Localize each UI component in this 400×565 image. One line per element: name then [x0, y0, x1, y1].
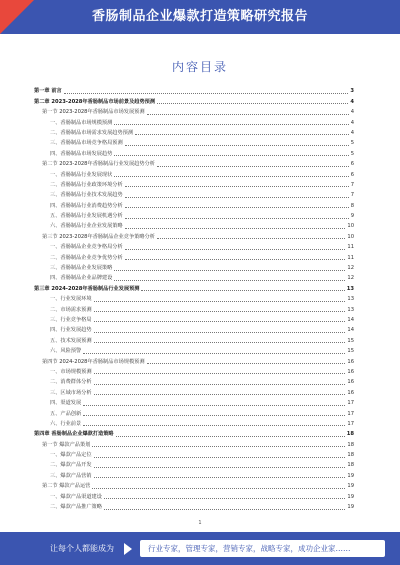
toc-entry[interactable] — [34, 220, 354, 230]
toc-entry-page: 18 — [347, 441, 354, 448]
toc-entry-title: 三、区域市场分析 — [50, 389, 92, 396]
toc-dot-leader — [114, 270, 345, 271]
toc-entry-page: 19 — [347, 504, 354, 511]
toc-dot-leader — [94, 332, 346, 333]
toc-entry-title: 第三节 2023-2028年香肠制品企业竞争策略分析 — [42, 233, 155, 240]
toc-entry[interactable] — [34, 334, 354, 344]
toc-entry-page: 13 — [347, 306, 354, 313]
toc-entry-page: 4 — [350, 119, 354, 126]
toc-entry-page: 14 — [347, 327, 354, 334]
toc-entry-page: 13 — [346, 285, 354, 292]
toc-dot-leader — [157, 166, 349, 167]
toc-entry-page: 12 — [347, 265, 354, 272]
toc-dot-leader — [64, 93, 349, 94]
toc-entry-page: 10 — [347, 233, 354, 240]
toc-entry-title: 第四节 2024-2028年香肠制品市场规模预测 — [42, 358, 145, 365]
toc-title: 内容目录 — [171, 60, 228, 74]
toc-entry[interactable] — [34, 189, 354, 199]
toc-entry[interactable] — [34, 293, 354, 303]
toc-dot-leader — [125, 218, 349, 219]
toc-dot-leader — [125, 207, 349, 208]
toc-dot-leader — [125, 228, 346, 229]
toc-entry-title: 四、香肠制品市场发展趋势 — [50, 150, 113, 157]
toc-entry[interactable] — [34, 345, 354, 355]
toc-entry[interactable] — [34, 366, 354, 376]
toc-dot-leader — [94, 373, 346, 374]
toc-entry-title: 二、消费群体分析 — [50, 379, 92, 386]
toc-entry[interactable] — [34, 272, 354, 282]
toc-entry-page: 18 — [347, 452, 354, 459]
toc-entry-page: 19 — [347, 472, 354, 479]
toc-entry-page: 4 — [350, 98, 354, 105]
toc-entry[interactable] — [34, 95, 354, 105]
toc-entry-title: 第二章 2023-2028年香肠制品市场前景及趋势预测 — [34, 98, 156, 105]
toc-dot-leader — [116, 436, 345, 437]
toc-dot-leader — [125, 145, 349, 146]
toc-entry-page: 9 — [350, 213, 354, 220]
toc-entry-title: 三、香肠制品行业技术发展趋势 — [50, 192, 123, 199]
arrow-right-icon — [124, 543, 132, 555]
toc-dot-leader — [141, 290, 344, 291]
toc-entry-page: 18 — [347, 462, 354, 469]
toc-entry[interactable] — [34, 386, 354, 396]
toc-entry-page: 4 — [350, 129, 354, 136]
toc-entry-title: 第一章 前言 — [34, 88, 62, 95]
toc-dot-leader — [125, 249, 346, 250]
toc-entry[interactable] — [34, 314, 354, 324]
page-number: 1 — [198, 520, 202, 526]
toc-dot-leader — [114, 155, 348, 156]
toc-entry[interactable] — [34, 106, 354, 116]
toc-entry-title: 二、香肠制品市场需求发展趋势预测 — [50, 129, 134, 136]
toc-dot-leader — [147, 114, 349, 115]
toc-entry-title: 三、爆款产品营销 — [50, 472, 92, 479]
toc-entry[interactable] — [34, 241, 354, 251]
toc-dot-leader — [125, 259, 346, 260]
toc-dot-leader — [94, 311, 346, 312]
toc-entry[interactable] — [34, 469, 354, 479]
toc-dot-leader — [125, 197, 349, 198]
toc-dot-leader — [94, 457, 346, 458]
toc-dot-leader — [94, 467, 346, 468]
toc-dot-leader — [114, 176, 348, 177]
toc-entry[interactable] — [34, 376, 354, 386]
toc-entry-title: 第四章 香肠制品企业爆款打造策略 — [34, 431, 114, 438]
toc-entry[interactable] — [34, 137, 354, 147]
toc-entry-page: 16 — [347, 379, 354, 386]
toc-entry-page: 17 — [347, 410, 354, 417]
toc-dot-leader — [94, 342, 346, 343]
toc-entry[interactable] — [34, 490, 354, 500]
toc-entry-page: 15 — [347, 337, 354, 344]
toc-entry-title: 六、风险预警 — [50, 348, 82, 355]
toc-entry[interactable] — [34, 303, 354, 313]
table-of-contents — [34, 85, 354, 511]
toc-entry[interactable] — [34, 418, 354, 428]
toc-entry[interactable] — [34, 449, 354, 459]
toc-entry-page: 18 — [346, 431, 354, 438]
toc-entry-page: 6 — [350, 171, 354, 178]
toc-entry[interactable] — [34, 199, 354, 209]
toc-entry[interactable] — [34, 127, 354, 137]
toc-entry-page: 17 — [347, 400, 354, 407]
toc-entry[interactable] — [34, 324, 354, 334]
toc-entry-page: 15 — [347, 348, 354, 355]
toc-entry-title: 四、行业发展趋势 — [50, 327, 92, 334]
toc-dot-leader — [92, 488, 345, 489]
toc-entry-title: 二、香肠制品行业政策环境分析 — [50, 181, 123, 188]
toc-dot-leader — [104, 509, 346, 510]
toc-entry-page: 5 — [350, 140, 354, 147]
toc-dot-leader — [94, 394, 346, 395]
toc-dot-leader — [83, 425, 345, 426]
toc-dot-leader — [92, 446, 345, 447]
toc-entry-title: 三、行业竞争格局 — [50, 316, 92, 323]
toc-dot-leader — [94, 384, 346, 385]
footer-bar — [0, 532, 400, 565]
toc-entry-title: 六、香肠制品行业企业发展策略 — [50, 223, 123, 230]
header-title: 香肠制品企业爆款打造策略研究报告 — [91, 9, 308, 24]
header-bar — [0, 0, 400, 34]
toc-dot-leader — [83, 415, 345, 416]
toc-entry-title: 二、爆款产品开发 — [50, 462, 92, 469]
toc-entry-title: 第一节 爆款产品策划 — [42, 441, 91, 448]
toc-entry[interactable] — [34, 355, 354, 365]
toc-entry-page: 17 — [347, 420, 354, 427]
toc-entry-title: 三、香肠制品市场竞争格局预测 — [50, 140, 123, 147]
toc-entry[interactable] — [34, 262, 354, 272]
toc-dot-leader — [157, 103, 348, 104]
toc-entry-page: 8 — [350, 202, 354, 209]
toc-entry-title: 五、产品创新 — [50, 410, 82, 417]
toc-dot-leader — [104, 498, 346, 499]
toc-entry-page: 11 — [347, 244, 354, 251]
toc-entry-title: 第一节 2023-2028年香肠制品市场发展预测 — [42, 109, 145, 116]
toc-entry[interactable] — [34, 168, 354, 178]
toc-entry-title: 第二节 2023-2028年香肠制品行业发展趋势分析 — [42, 161, 155, 168]
toc-entry-page: 4 — [350, 109, 354, 116]
toc-dot-leader — [94, 477, 346, 478]
toc-entry[interactable] — [34, 158, 354, 168]
toc-entry[interactable] — [34, 501, 354, 511]
toc-entry[interactable] — [34, 459, 354, 469]
toc-entry[interactable] — [34, 480, 354, 490]
toc-entry[interactable] — [34, 282, 354, 292]
toc-dot-leader — [83, 405, 345, 406]
toc-entry-page: 12 — [347, 275, 354, 282]
toc-entry-page: 6 — [350, 161, 354, 168]
toc-entry-title: 第二节 爆款产品运营 — [42, 483, 91, 490]
toc-entry-page: 3 — [350, 88, 354, 95]
toc-entry-title: 一、香肠制品企业竞争格局分析 — [50, 244, 123, 251]
toc-entry[interactable] — [34, 147, 354, 157]
toc-entry[interactable] — [34, 251, 354, 261]
toc-dot-leader — [147, 363, 346, 364]
toc-dot-leader — [135, 134, 349, 135]
toc-dot-leader — [94, 321, 346, 322]
toc-entry-title: 一、香肠制品行业发展现状 — [50, 171, 113, 178]
toc-entry-page: 13 — [347, 296, 354, 303]
toc-entry-title: 二、市场需求预测 — [50, 306, 92, 313]
toc-entry[interactable] — [34, 116, 354, 126]
toc-entry-title: 四、香肠制品行业消费趋势分析 — [50, 202, 123, 209]
toc-entry-title: 三、香肠制品企业发展策略 — [50, 265, 113, 272]
toc-entry-title: 第三章 2024-2028年香肠制品行业发展预测 — [34, 285, 140, 292]
toc-entry[interactable] — [34, 397, 354, 407]
toc-entry-page: 16 — [347, 358, 354, 365]
footer-slogan-left: 让每个人都能成为 — [50, 544, 114, 553]
toc-entry[interactable] — [34, 85, 354, 95]
toc-entry-page: 10 — [347, 223, 354, 230]
toc-dot-leader — [125, 186, 349, 187]
toc-entry-title: 五、技术发展预测 — [50, 337, 92, 344]
toc-entry-title: 四、渠道发展 — [50, 400, 82, 407]
toc-entry-title: 二、爆款产品推广策略 — [50, 504, 102, 511]
toc-entry-title: 二、香肠制品企业竞争优势分析 — [50, 254, 123, 261]
toc-entry[interactable] — [34, 428, 354, 438]
toc-entry-title: 六、行业前景 — [50, 420, 82, 427]
toc-entry-title: 五、香肠制品行业发展机遇分析 — [50, 213, 123, 220]
toc-entry-title: 一、香肠制品市场规模预测 — [50, 119, 113, 126]
toc-dot-leader — [114, 124, 348, 125]
toc-entry-page: 11 — [347, 254, 354, 261]
toc-entry-title: 一、爆款产品定位 — [50, 452, 92, 459]
toc-entry-page: 7 — [350, 181, 354, 188]
toc-entry-page: 5 — [350, 150, 354, 157]
toc-entry[interactable] — [34, 179, 354, 189]
toc-entry[interactable] — [34, 407, 354, 417]
toc-entry-title: 一、行业发展环境 — [50, 296, 92, 303]
footer-slogan-right: 行业专家，管理专家，营销专家，战略专家，成功企业家…… — [140, 540, 385, 557]
toc-entry-title: 一、市场规模预测 — [50, 368, 92, 375]
toc-entry-page: 7 — [350, 192, 354, 199]
toc-entry-page: 16 — [347, 389, 354, 396]
toc-dot-leader — [114, 280, 345, 281]
toc-dot-leader — [83, 353, 345, 354]
toc-entry[interactable] — [34, 230, 354, 240]
toc-entry-title: 一、爆款产品渠道建设 — [50, 493, 102, 500]
toc-entry-page: 16 — [347, 368, 354, 375]
toc-entry[interactable] — [34, 438, 354, 448]
toc-dot-leader — [94, 301, 346, 302]
toc-entry[interactable] — [34, 210, 354, 220]
toc-dot-leader — [157, 238, 345, 239]
toc-entry-page: 19 — [347, 493, 354, 500]
toc-entry-page: 19 — [347, 483, 354, 490]
toc-entry-page: 14 — [347, 316, 354, 323]
toc-entry-title: 四、香肠制品企业品牌建设 — [50, 275, 113, 282]
